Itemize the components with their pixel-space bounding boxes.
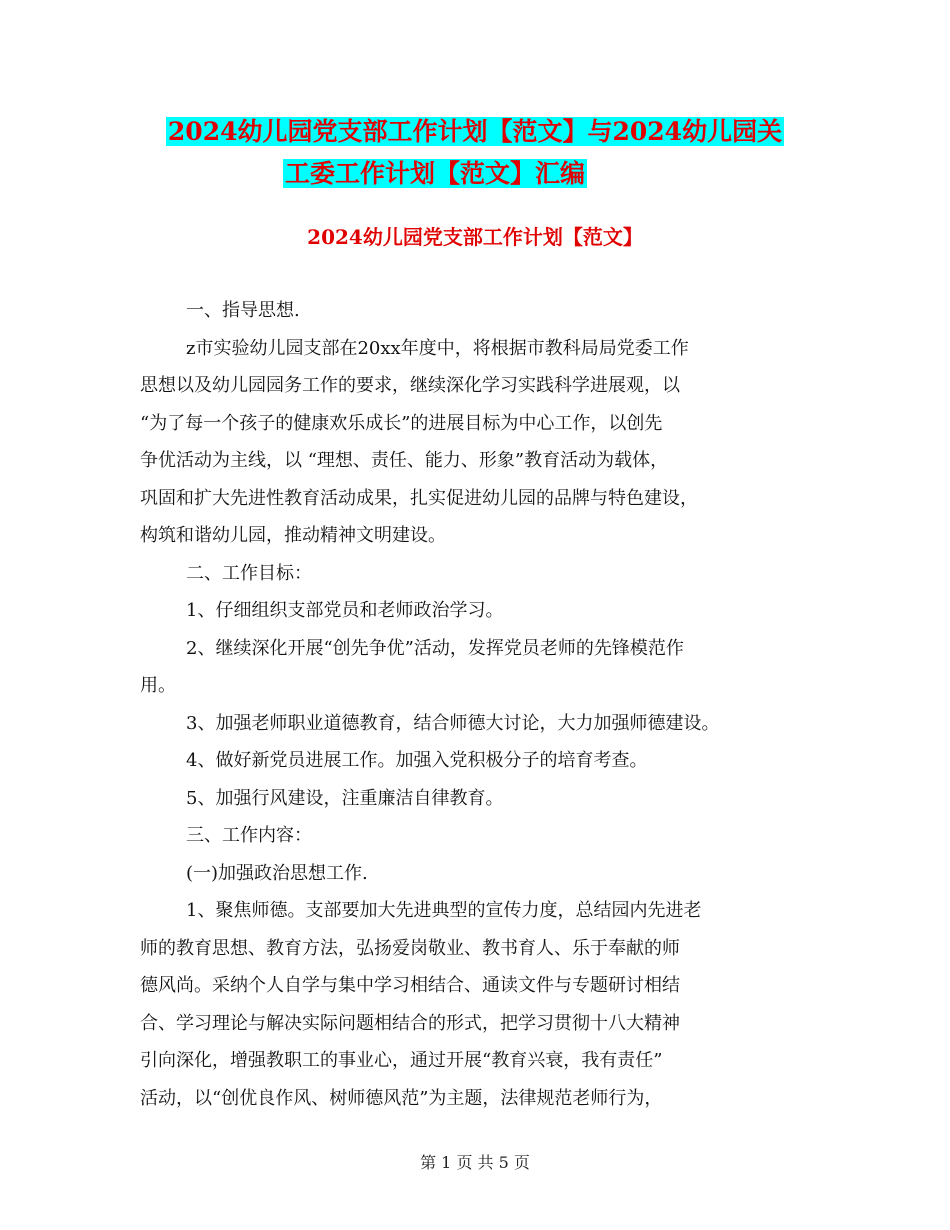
body-line: 1、聚焦师德。支部要加大先进典型的宣传力度，总结园内先进老: [186, 900, 702, 921]
body-line: 一、指导思想.: [186, 300, 300, 321]
section-title: 2024幼儿园党支部工作计划【范文】: [307, 225, 643, 249]
body-line: 争优活动为主线，以 “理想、责任、能力、形象”教育活动为载体，: [140, 450, 669, 471]
body-line: 1、仔细组织支部党员和老师政治学习。: [186, 600, 504, 621]
title-highlight-1: 2024幼儿园党支部工作计划【范文】与2024幼儿园关: [167, 117, 783, 146]
body-line: 5、加强行风建设，注重廉洁自律教育。: [186, 787, 504, 809]
body-line: “为了每一个孩子的健康欢乐成长”的进展目标为中心工作，以创先: [140, 412, 663, 434]
body-line: 三、工作内容：: [186, 825, 312, 846]
body-line: 二、工作目标：: [186, 562, 312, 584]
body-line: 4、做好新党员进展工作。加强入党积极分子的培育考查。: [186, 750, 648, 771]
body-line: 构筑和谐幼儿园，推动精神文明建设。: [140, 525, 446, 546]
body-line: 思想以及幼儿园园务工作的要求，继续深化学习实践科学进展观，以: [140, 375, 680, 396]
document-title-line-1: [0, 110, 950, 154]
title-highlight-2: 工委工作计划【范文】汇编: [284, 159, 585, 188]
body-line: 师的教育思想、教育方法，弘扬爱岗敬业、教书育人、乐于奉献的师: [140, 937, 680, 959]
body-line: 引向深化，增强教职工的事业心，通过开展“教育兴衰，我有责任”: [140, 1050, 663, 1071]
document-title-line-2: [0, 152, 910, 196]
document-body: [140, 292, 820, 1117]
body-line: 3、加强老师职业道德教育，结合师德大讨论，大力加强师德建设。: [186, 712, 720, 734]
body-line: 德风尚。采纳个人自学与集中学习相结合、通读文件与专题研讨相结: [140, 975, 680, 996]
body-line: (一)加强政治思想工作.: [186, 862, 368, 884]
body-line: 2、继续深化开展“创先争优”活动，发挥党员老师的先锋模范作: [186, 637, 684, 659]
body-line: 活动，以“创优良作风、树师德风范”为主题，法律规范老师行为，: [140, 1087, 663, 1109]
body-line: z市实验幼儿园支部在20xx年度中，将根据市教科局局党委工作: [186, 337, 689, 359]
page-footer: 第 1 页 共 5 页: [420, 1153, 530, 1172]
body-line: 巩固和扩大先进性教育活动成果，扎实促进幼儿园的品牌与特色建设，: [140, 487, 698, 509]
body-line: 用。: [140, 675, 176, 696]
body-line: 合、学习理论与解决实际问题相结合的形式，把学习贯彻十八大精神: [140, 1012, 680, 1034]
